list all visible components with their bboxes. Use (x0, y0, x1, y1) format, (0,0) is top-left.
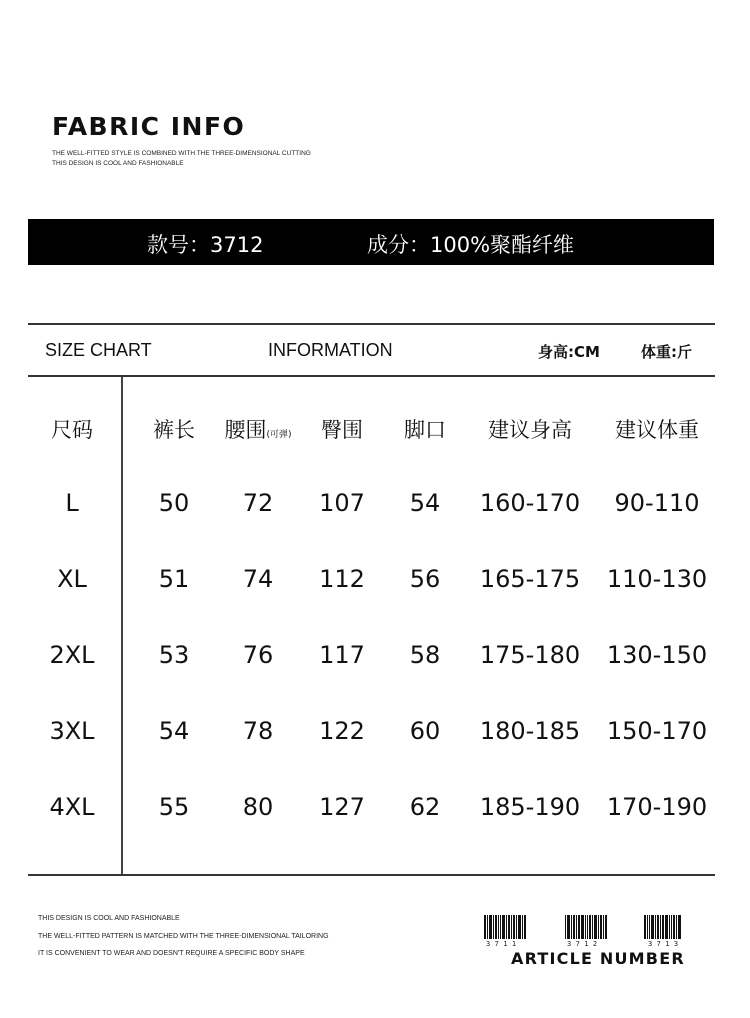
fabric-subtitle-line: THIS DESIGN IS COOL AND FASHIONABLE (52, 160, 184, 167)
cell-length: 50 (158, 489, 190, 517)
header-leg-opening: 脚口 (404, 418, 446, 442)
cell-leg-opening: 60 (409, 717, 441, 745)
cell-size: L (65, 489, 79, 517)
cell-size: 4XL (49, 793, 95, 821)
cell-leg-opening: 58 (409, 641, 441, 669)
header-size: 尺码 (51, 418, 93, 442)
header-hip: 臀围 (321, 418, 363, 442)
barcode-icon (565, 915, 607, 939)
cell-length: 55 (158, 793, 190, 821)
cell-weight: 170-190 (606, 793, 708, 821)
cell-size: 2XL (49, 641, 95, 669)
cell-height: 160-170 (479, 489, 581, 517)
cell-waist: 80 (242, 793, 274, 821)
size-column-divider (121, 377, 123, 875)
cell-height: 165-175 (479, 565, 581, 593)
fabric-info-subtitle (52, 149, 311, 169)
cell-hip: 107 (319, 489, 365, 517)
barcode-icon (484, 915, 526, 939)
cell-waist: 76 (242, 641, 274, 669)
information-label: INFORMATION (268, 340, 393, 360)
cell-size: XL (57, 565, 87, 593)
cell-leg-opening: 62 (409, 793, 441, 821)
cell-height: 180-185 (479, 717, 581, 745)
cell-weight: 90-110 (614, 489, 700, 517)
cell-hip: 112 (319, 565, 365, 593)
footer-line: THE WELL-FITTED PATTERN IS MATCHED WITH THE THREE-DIMENSIONAL TAILORING (38, 933, 329, 940)
header-recommended-height: 建议身高 (488, 418, 572, 442)
composition: 成分：100%聚酯纤维 (367, 233, 575, 257)
fabric-subtitle-line: THE WELL-FITTED STYLE IS COMBINED WITH THE THREE-DIMENSIONAL CUTTING (52, 150, 311, 157)
header-recommended-weight: 建议体重 (615, 418, 699, 442)
barcode-number: 3713 (648, 940, 683, 948)
header-waist-label: 腰围 (224, 418, 267, 442)
cell-weight: 150-170 (606, 717, 708, 745)
style-number: 款号：3712 (147, 233, 264, 257)
barcode-number: 3712 (567, 940, 602, 948)
footer-line: THIS DESIGN IS COOL AND FASHIONABLE (38, 915, 180, 922)
barcode-icon (644, 915, 681, 939)
header-length: 裤长 (153, 418, 195, 442)
cell-size: 3XL (49, 717, 95, 745)
footer-line: IT IS CONVENIENT TO WEAR AND DOESN'T REQUIRE A SPECIFIC BODY SHAPE (38, 950, 305, 957)
barcode-number: 3711 (486, 940, 521, 948)
height-unit-label: 身高:CM (538, 343, 600, 361)
cell-length: 51 (158, 565, 190, 593)
cell-hip: 127 (319, 793, 365, 821)
fabric-info-title: FABRIC INFO (52, 112, 246, 141)
cell-hip: 117 (319, 641, 365, 669)
cell-weight: 130-150 (606, 641, 708, 669)
cell-leg-opening: 56 (409, 565, 441, 593)
article-number-label: ARTICLE NUMBER (511, 949, 685, 968)
weight-unit-label: 体重:斤 (641, 343, 692, 361)
cell-waist: 72 (242, 489, 274, 517)
cell-weight: 110-130 (606, 565, 708, 593)
header-waist-note: (可弹) (266, 430, 292, 440)
cell-length: 54 (158, 717, 190, 745)
product-info-banner (28, 219, 714, 265)
cell-leg-opening: 54 (409, 489, 441, 517)
cell-length: 53 (158, 641, 190, 669)
chart-header-divider (28, 375, 715, 377)
chart-bottom-divider (28, 874, 715, 876)
cell-waist: 74 (242, 565, 274, 593)
header-waist (224, 414, 291, 444)
cell-hip: 122 (319, 717, 365, 745)
cell-height: 185-190 (479, 793, 581, 821)
cell-waist: 78 (242, 717, 274, 745)
size-chart-label: SIZE CHART (45, 340, 152, 360)
cell-height: 175-180 (479, 641, 581, 669)
chart-top-divider (28, 323, 715, 325)
